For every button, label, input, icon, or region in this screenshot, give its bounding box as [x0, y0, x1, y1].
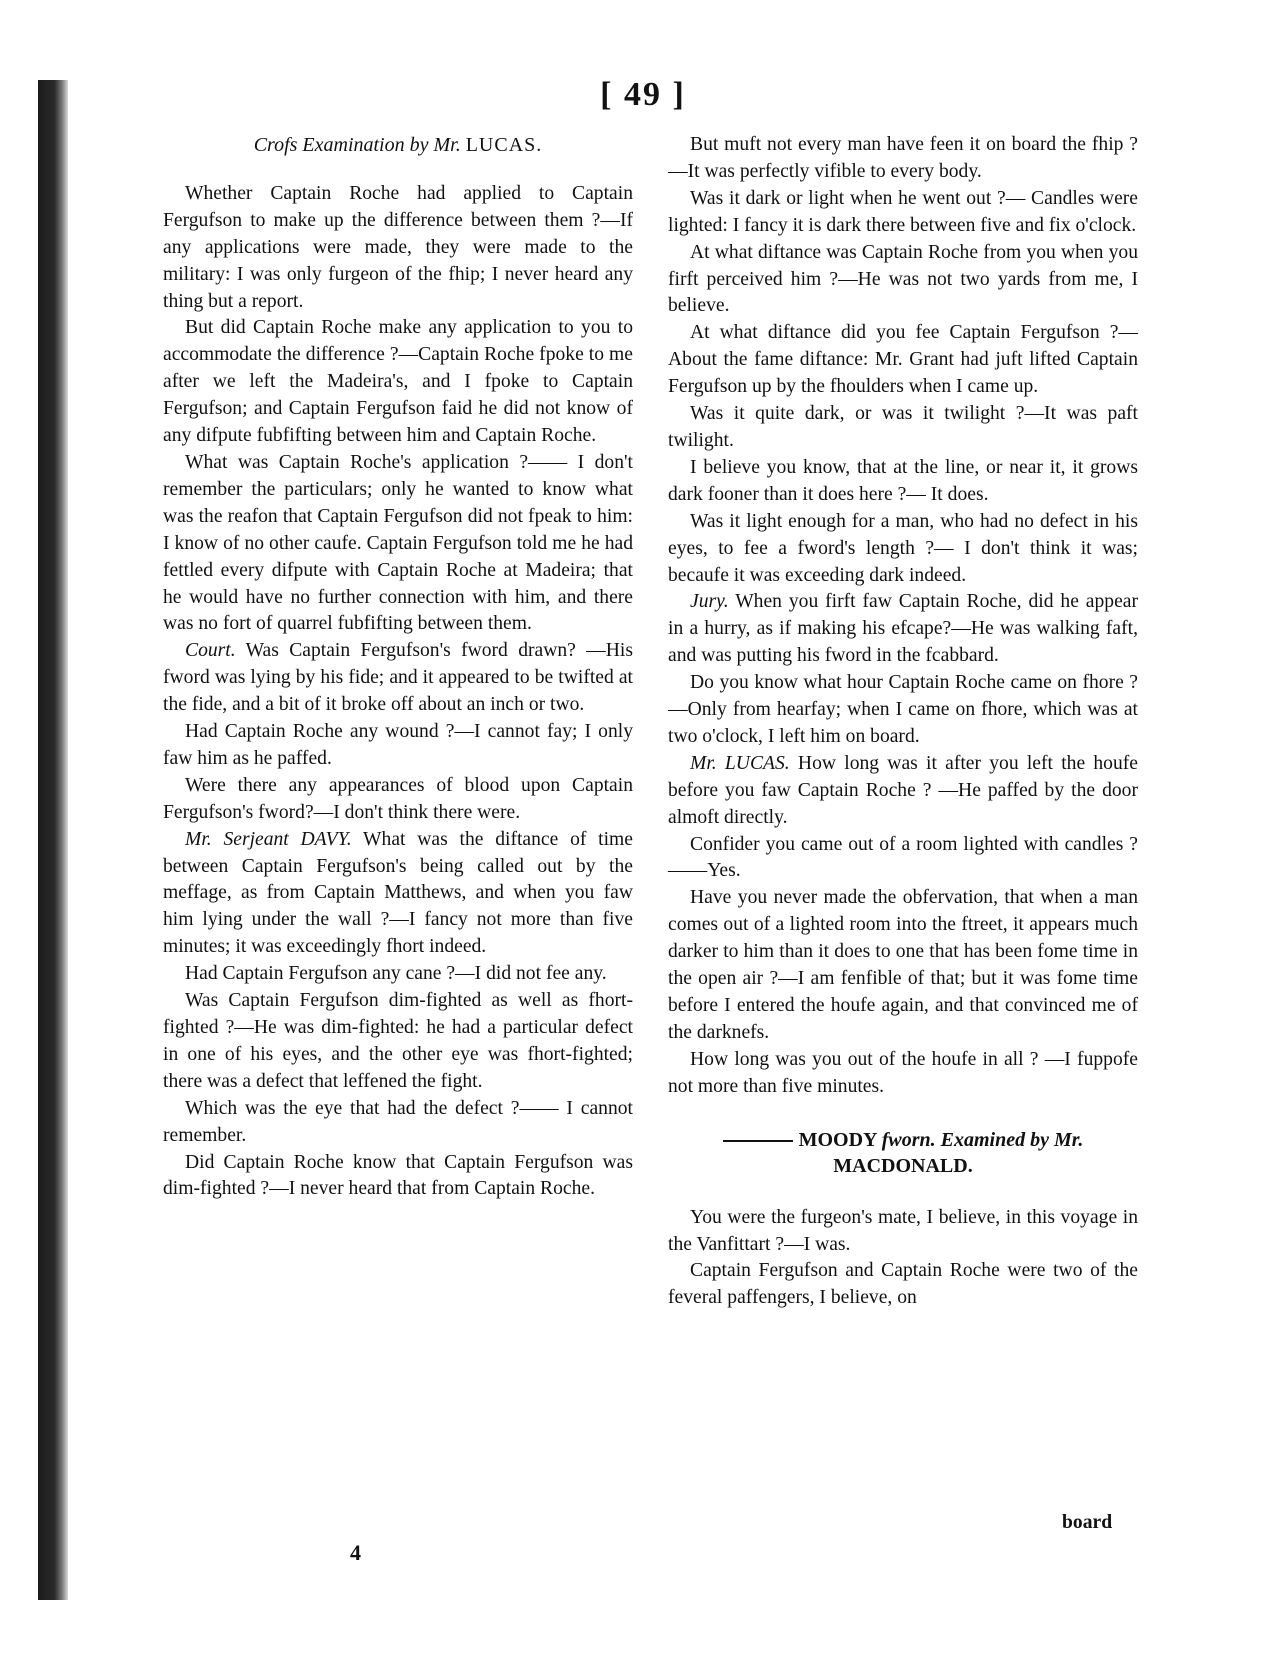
paragraph-text: But muft not every man have feen it on board the fhip ?—It was perfectly vifible to every body. [668, 134, 1138, 182]
moody-sworn-heading [668, 1127, 1138, 1179]
speaker-label: Mr. Serjeant DAVY. [185, 828, 352, 850]
paragraph [163, 315, 633, 450]
paragraph-text: Was Captain Fergufson dim-fighted as well as fhort-fighted ?—He was dim-fighted: he had a particular defect in one of his eyes, and the other eye was fhort-fighted; there was a defect that leffened the fight. [163, 990, 633, 1092]
paragraph [668, 1205, 1138, 1259]
paragraph-text: What was the diftance of time between Captain Fergufson's being called out by the meffage, as from Captain Matthews, and when you faw him lying under the wall ?—I fancy not more than five minutes; it was exceedingly fhort indeed. [163, 828, 633, 958]
paragraph-text: At what diftance did you fee Captain Fergufson ?—About the fame diftance: Mr. Grant had juft lifted Captain Fergufson up by the fhoulders when I came up. [668, 322, 1138, 398]
paragraph-text: Whether Captain Roche had applied to Captain Fergufson to make up the difference between them ?—If any applications were made, they were made to the military: I was only furgeon of the fhip; I never heard any thing but a report. [163, 182, 633, 312]
paragraph [163, 988, 633, 1096]
cross-examination-heading [163, 132, 633, 159]
paragraph-text: What was Captain Roche's application ?—— I don't remember the particulars; only he wanted to know what was the reafon that Captain Fergufson did not fpeak to him: I know of no other caufe. Captain Fergufson told me he had fettled every difpute with Captain Roche at Madeira; that he would have no further connection with him, and there was no fort of quarrel fubfifting between them. [163, 451, 633, 635]
signature-mark: 4 [350, 1540, 361, 1565]
speaker-label: Mr. LUCAS. [690, 752, 790, 774]
paragraph [668, 401, 1138, 455]
paragraph-text: Was it quite dark, or was it twilight ?—It was paft twilight. [668, 403, 1138, 451]
paragraph-text: But did Captain Roche make any application to you to accommodate the difference ?—Captain Roche fpoke to me after we left the Madeira's, and I fpoke to Captain Fergufson; and Captain Fergufson faid he did not know of any difpute fubfifting between him and Captain Roche. [163, 317, 633, 447]
paragraph-text: How long was it after you left the houfe before you faw Captain Roche ? —He paffed by the door almoft directly. [668, 752, 1138, 828]
left-column [163, 132, 633, 1203]
paragraph [163, 1150, 633, 1204]
paragraph [163, 450, 633, 638]
paragraph [668, 751, 1138, 832]
paragraph [668, 455, 1138, 509]
paragraph [163, 827, 633, 962]
page-number: [ 49 ] [600, 76, 686, 113]
speaker-label: Court. [185, 640, 236, 662]
paragraph [668, 1258, 1138, 1312]
paragraph [668, 832, 1138, 886]
paragraph [668, 589, 1138, 670]
paragraph-text: Captain Fergufson and Captain Roche were two of the feveral paffengers, I believe, on [668, 1260, 1138, 1309]
paragraph [668, 509, 1138, 590]
speaker-label: Jury. [690, 591, 729, 613]
left-paragraphs [163, 181, 633, 1203]
paragraph-text: How long was you out of the houfe in all ? —I fuppofe not more than five minutes. [668, 1048, 1138, 1097]
paragraph-text: Which was the eye that had the defect ?—— I cannot remember. [163, 1097, 633, 1146]
paragraph [668, 132, 1138, 186]
paragraph [668, 320, 1138, 401]
examiner-name: MACDONALD. [833, 1154, 973, 1177]
paragraph [163, 1096, 633, 1150]
paragraph [668, 240, 1138, 321]
paragraph [668, 186, 1138, 240]
paragraph-text: I believe you know, that at the line, or near it, it grows dark fooner than it does here ?— It does. [668, 456, 1138, 505]
paragraph-text: Do you know what hour Captain Roche came on fhore ?—Only from hearfay; when I came on fhore, which was at two o'clock, I left him on board. [668, 672, 1138, 747]
paragraph-text: Had Captain Fergufson any cane ?—I did not fee any. [185, 963, 607, 985]
right-column [668, 132, 1138, 1312]
paragraph [163, 961, 633, 988]
heading-prefix: Crofs Examination by Mr. [253, 134, 461, 156]
paragraph-text: You were the furgeon's mate, I believe, in this voyage in the Vanfittart ?—I was. [668, 1206, 1138, 1255]
paragraph-text: Confider you came out of a room lighted with candles ?——Yes. [668, 833, 1138, 882]
sworn-text: fworn. Examined by Mr. [881, 1128, 1084, 1151]
paragraph-text: Was Captain Fergufson's fword drawn? —His fword was lying by his fide; and it appeared to be twifted at the fide, and a bit of it broke off about an inch or two. [163, 640, 633, 716]
paragraph-text: Was it light enough for a man, who had no defect in his eyes, to fee a fword's length ?— I don't think it was; becaufe it was exceeding dark indeed. [668, 510, 1138, 586]
paragraph [163, 181, 633, 316]
heading-name: LUCAS. [465, 134, 543, 156]
paragraph [163, 638, 633, 719]
paragraph-text: Were there any appearances of blood upon Captain Fergufson's fword?—I don't think there were. [163, 774, 633, 823]
paragraph [668, 1047, 1138, 1101]
book-binding-edge [38, 80, 68, 1600]
paragraph [163, 719, 633, 773]
paragraph-text: Had Captain Roche any wound ?—I cannot fay; I only faw him as he paffed. [163, 721, 633, 769]
catchword: board [1062, 1512, 1113, 1533]
paragraph [163, 773, 633, 827]
right-paragraphs [668, 132, 1138, 1101]
moody-paragraphs [668, 1205, 1138, 1313]
heading-dash [723, 1140, 793, 1142]
paragraph [668, 885, 1138, 1046]
paragraph-text: When you firft faw Captain Roche, did he appear in a hurry, as if making his efcape?—He was walking faft, and was putting his fword in the fcabbard. [668, 591, 1138, 667]
paragraph-text: Did Captain Roche know that Captain Fergufson was dim-fighted ?—I never heard that from Captain Roche. [163, 1151, 633, 1200]
witness-name: MOODY [798, 1128, 877, 1151]
paragraph-text: Have you never made the obfervation, that when a man comes out of a lighted room into the ftreet, it appears much darker to him than it does to one that has been fome time in the open air ?—I am fenfible of that; but it was fome time before I entered the houfe again, and that convinced me of the darknefs. [668, 887, 1138, 1043]
paragraph-text: Was it dark or light when he went out ?— Candles were lighted: I fancy it is dark there between five and fix o'clock. [668, 187, 1138, 236]
paragraph [668, 670, 1138, 751]
paragraph-text: At what diftance was Captain Roche from you when you firft perceived him ?—He was not two yards from me, I believe. [668, 241, 1138, 317]
